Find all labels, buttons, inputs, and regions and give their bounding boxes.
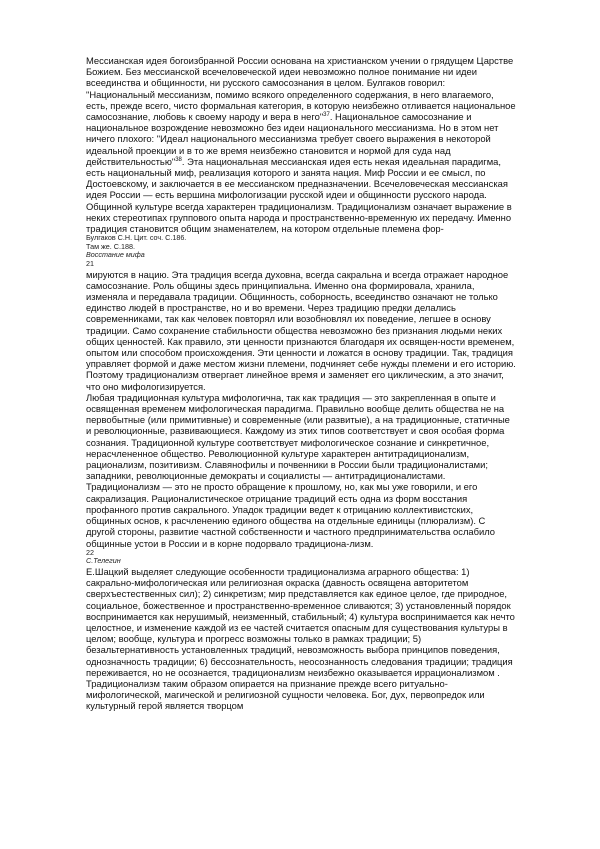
paragraph-communal-culture: Общинной культуре всегда характерен традиционализм. Традиционализм означает выражение в неких стереотипах группового опыта народа и пространственно-временную их передачу. Именно традиция становится общим знаменателем, на котором отдельные племена фор- — [86, 200, 512, 235]
paragraph-1-part-b: . Национальное самосознание и национальное возрождение невозможно без идеи национального мессианизма. Но в этом нет ничего плохого: "Идеал национального мессианизма требует своего выражения в некоторой идеальной проекции и в то же время неизбежно становится и нормой для суда над действительностью" — [86, 111, 499, 167]
footnote-ref-37: 37 — [323, 111, 330, 118]
paragraph-tradition: мируются в нацию. Эта традиция всегда духовна, всегда сакральна и всегда отражает народное самосознание. Роль общины здесь принципиальна. Именно она формировала, хранила, изменяла и передавала традиции. Общинность, соборность, всеединство означают не только единство людей в пространстве, но и во времени. Через традицию предки делались современниками, так как человек повторял или возобновлял их поведение, легшее в основу традиции. Само сохранение стабильности общества невозможно без признания людьми неких общих ценностей. Как правило, эти ценности признаются благодаря их освящен-ности временем, опытом или способом происхождения. Эти ценности и ложатся в основу традиции. Так, традиция управляет формой и даже местом жизни племени, подчиняет себе нужды племени и его историю. Поэтому традиционализм отвергает линейное время и заменяет его циклическим, а это значит, что оно мифологизируется. — [86, 268, 516, 392]
text-column — [86, 55, 516, 712]
paragraph-messianic-idea — [86, 55, 516, 201]
paragraph-1-part-a: Мессианская идея богоизбранной России основана на христианском учении о грядущем Царстве Божием. Без мессианской всечеловеческой идеи невозможно полное понимание ни идеи всеединства и общинности, ни русского самосознания в целом. Булгаков говорил: "Национальный мессианизм, помимо всякого определенного содержания, в него влагаемого, есть, прежде всего, чисто формальная категория, в которую неизбежно отливается национальное самосознание, любовь к своему народу и вера в него" — [86, 55, 516, 123]
running-head-2: С.Телегин — [86, 556, 121, 566]
footnote-38: Там же. С.188. — [86, 241, 135, 251]
paragraph-1-part-c: . Эта национальная мессианская идея есть некая идеальная парадигма, есть национальный миф, реализация которого и занята нация. Миф России и ее смысл, по Достоевскому, и заключается в ее мессианском предназначении. Всечеловеческая мессианская идея России — есть вершина мифологизации русской идеи и общинности русского народа. — [86, 155, 508, 201]
footnotes-block — [86, 234, 516, 268]
paragraph-shatsky: Е.Шацкий выделяет следующие особенности традиционализма аграрного общества: 1) сакрально-мифологическая или религиозная окраска (давность освящена авторитетом сверхъестественных сил); 2) синкретизм; мир представляется как единое целое, где природное, социальное, божественное и пространственно-временное сливаются; 3) установленный порядок воспринимается как нерушимый, неизменный, стабильный; 4) культура воспринимается как нечто целостное, и изменение каждой из ее частей считается опасным для существования культуры в целом; вообще, культура и прогресс возможны только в рамках традиции; 5) безальтернативность установленных традиций, невозможность выбора принципов поведения, однозначность традиции; 6) бессознательность, неосознанность следования традиции; традиция переживается, но не осознается, традиционализм неизбежно оказывается иррационализмом . Традиционализм таким образом опирается на признание прежде всего ритуально-мифологической, магической и религиозной сущности человека. Бог, дух, первопредок или культурный герой является творцом — [86, 565, 515, 712]
page-number-22: 22 — [86, 547, 94, 557]
page-number-21: 21 — [86, 259, 94, 269]
footnote-37: Булгаков С.Н. Цит. соч. С.186. — [86, 233, 187, 243]
paragraph-traditional-culture: Любая традиционная культура мифологична, так как традиция — это закрепленная в опыте и освященная временем мифологическая парадигма. Правильно вообще делить общества не на первобытные (или примитивные) и современные (или развитые), а на традиционные, статичные и революционные, развивающиеся. Каждому из этих типов соответствует и своя особая форма сознания. Традиционной культуре соответствует мифологическое сознание и синкретичное, нерасчлененное общество. Революционной культуре характерен антитрадиционализм, рационализм, позитивизм. Славянофилы и почвенники в России были традиционалистами; западники, революционные демократы и социалисты — антитрадиционалистами. Традиционализм — это не просто обращение к прошлому, но, как мы уже говорили, и его сакрализация. Рационалистическое отрицание традиций есть одна из форм восстания профанного против сакрального. Упадок традиции ведет к отрицанию коллективистских, общинных основ, к расчленению единого общества на отдельные единицы (плюрализм). С другой стороны, развитие частной собственности и частного предпринимательства ослабило общинные устои в России и в корне подорвало традициона-лизм. — [86, 391, 510, 549]
page-break-block — [86, 549, 516, 566]
running-head-1: Восстание мифа — [86, 250, 145, 260]
footnote-ref-38: 38 — [175, 156, 182, 163]
